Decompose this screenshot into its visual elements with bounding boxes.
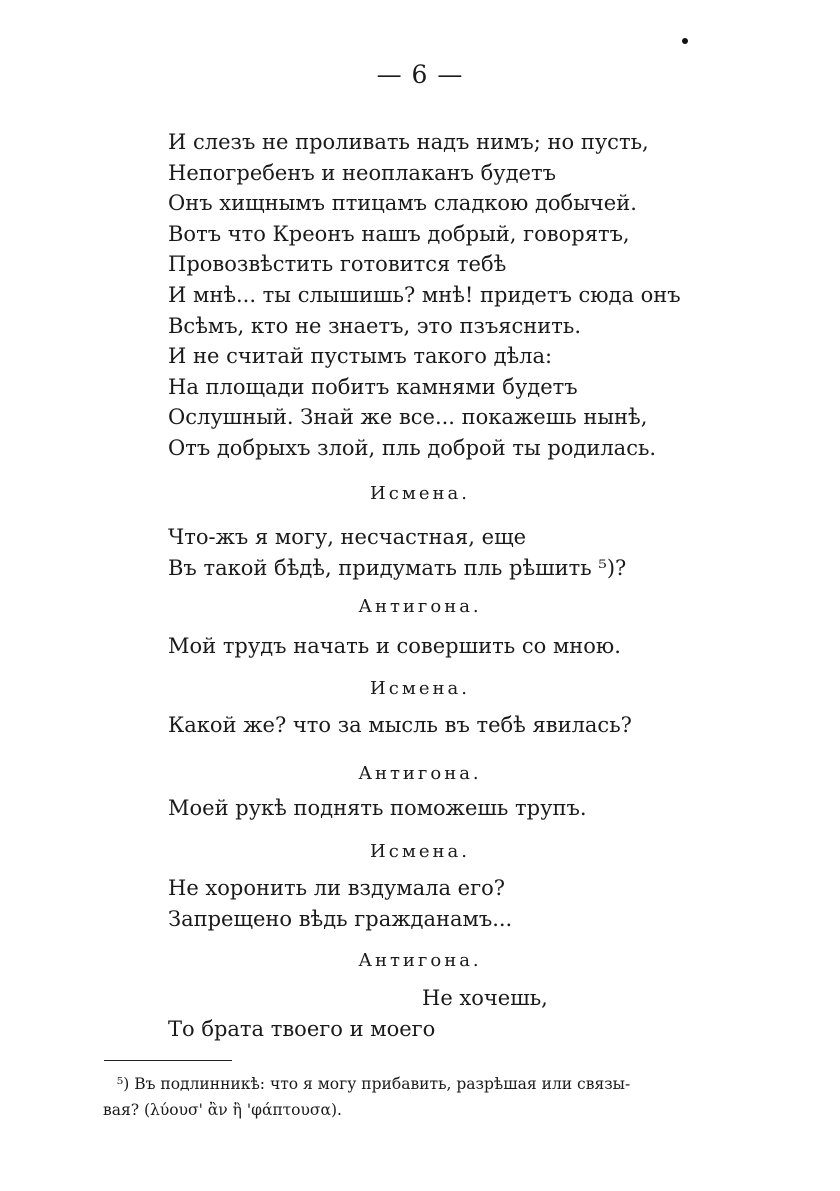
verse-line: Не хоронить ли вздумала его? <box>168 876 506 900</box>
footnote-rule <box>104 1060 232 1061</box>
page-number: — 6 — <box>376 60 464 89</box>
speaker-ismena: Исмена. <box>370 483 470 504</box>
speaker-antigona: Антигона. <box>358 596 482 617</box>
footnote-text: Въ подлинникѣ: что я могу прибавить, разрѣшая или связы- <box>134 1075 631 1093</box>
verse-line: Провозвѣстить готовится тебѣ <box>168 252 507 277</box>
verse-line: То брата твоего и моего <box>168 1016 436 1041</box>
footnote-line: вая? (λύουσ' ἂν ἢ 'φάπτουσα). <box>103 1101 342 1119</box>
verse-line: Отъ добрыхъ злой, пль доброй ты родилась. <box>168 435 657 460</box>
speaker-ismena: Исмена. <box>370 678 470 699</box>
verse-line: Запрещено вѣдь гражданамъ... <box>168 906 513 931</box>
ink-speck <box>682 38 688 44</box>
verse-line: Мой трудъ начать и совершить со мною. <box>168 634 621 658</box>
speaker-antigona: Антигона. <box>358 950 482 971</box>
verse-line: Какой же? что за мысль въ тебѣ явилась? <box>168 713 632 737</box>
verse-line: Онъ хищнымъ птицамъ сладкою добычей. <box>168 191 637 216</box>
verse-line: Всѣмъ, кто не знаетъ, это пзъяснить. <box>168 313 582 338</box>
verse-block-5 <box>168 793 587 824</box>
verse-line: Вотъ что Креонъ нашъ добрый, говорятъ, <box>168 221 630 246</box>
verse-line: Что-жъ я могу, несчастная, еще <box>168 525 527 549</box>
verse-line: Ослушный. Знай же все... покажешь нынѣ, <box>168 405 648 430</box>
verse-line: Не хочешь, <box>422 986 548 1010</box>
verse-line: Моей рукѣ поднять поможешь трупъ. <box>168 796 587 820</box>
footnote-marker: ⁵) <box>117 1075 130 1093</box>
speaker-ismena: Исмена. <box>370 841 470 862</box>
verse-line: И мнѣ... ты слышишь? мнѣ! придетъ сюда онъ <box>168 282 681 307</box>
speaker-antigona: Антигона. <box>358 763 482 784</box>
footnote-line <box>117 1071 737 1097</box>
verse-block-4 <box>168 710 632 741</box>
footnote <box>103 1071 737 1123</box>
verse-line: Въ такой бѣдѣ, придумать пль рѣшить ⁵)? <box>168 555 627 580</box>
verse-line: На площади побитъ камнями будетъ <box>168 374 578 399</box>
verse-block-3 <box>168 631 621 662</box>
verse-line: Непогребенъ и неоплаканъ будетъ <box>168 160 556 185</box>
verse-block-2 <box>168 522 626 583</box>
verse-line: И не считай пустымъ такого дѣла: <box>168 344 553 369</box>
verse-block-1 <box>168 127 681 464</box>
verse-line: И слезъ не проливать надъ нимъ; но пусть, <box>168 130 649 154</box>
verse-block-7 <box>168 983 548 1044</box>
verse-block-6 <box>168 873 512 934</box>
